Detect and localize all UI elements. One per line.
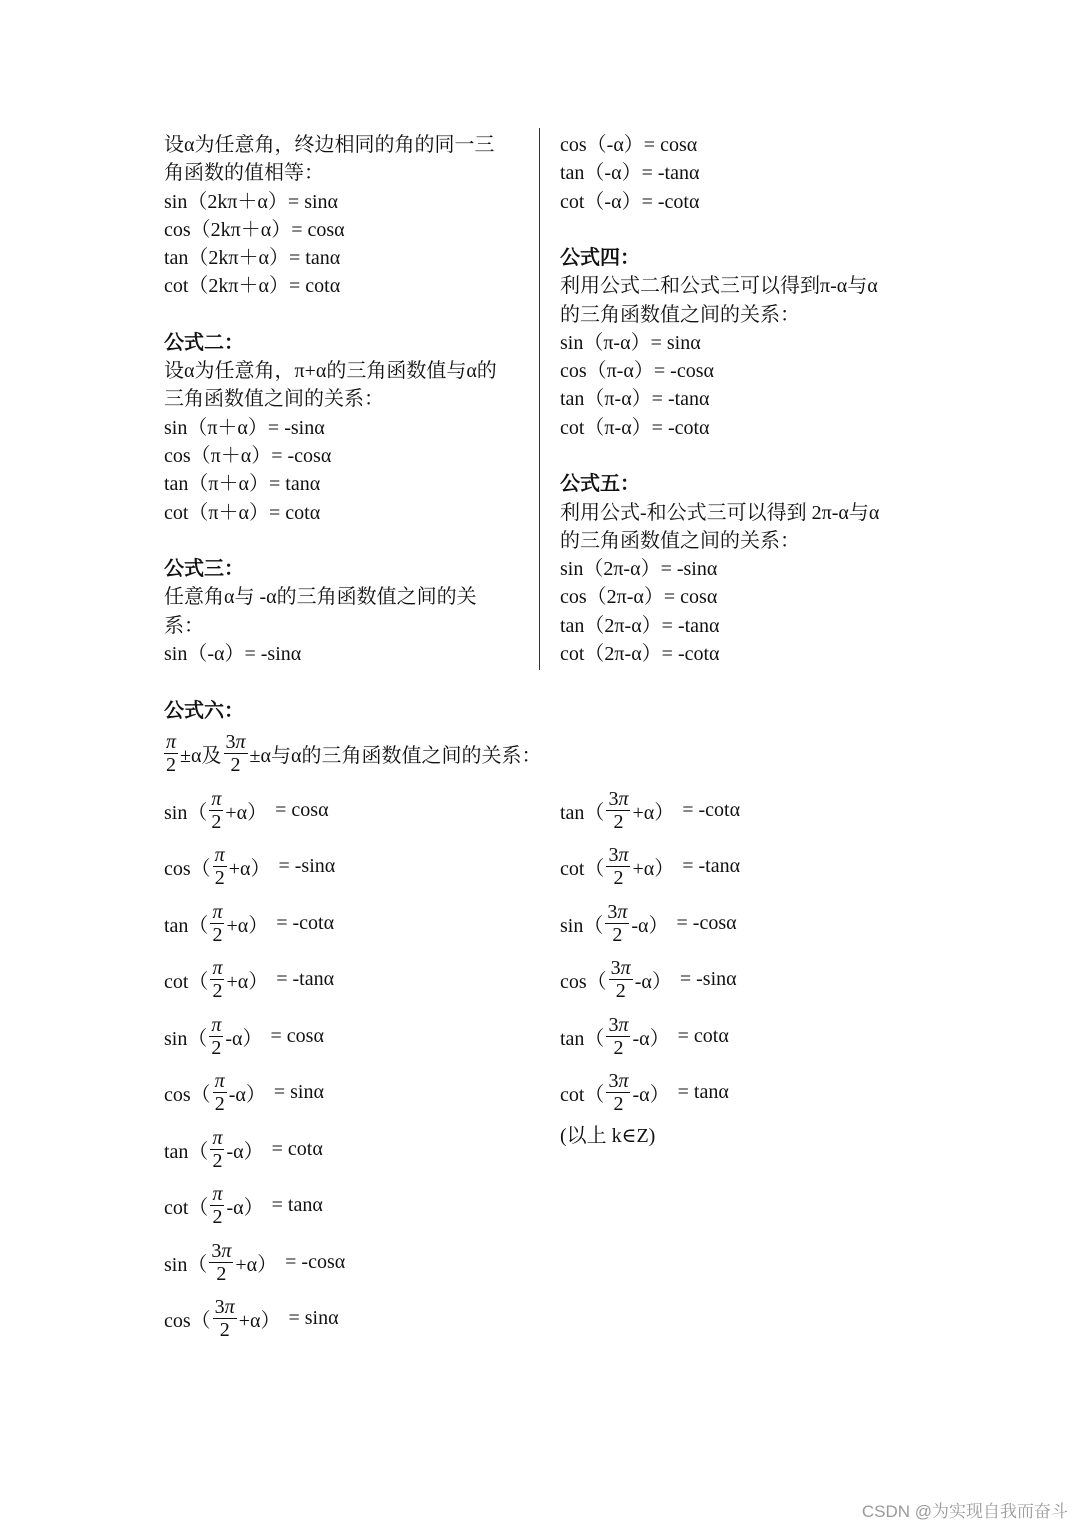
formula-2-tan: tan（π＋α）= tanα — [164, 473, 321, 495]
formula-result: = -tanα — [682, 855, 741, 877]
fraction-numerator — [606, 788, 630, 811]
fraction — [210, 1183, 224, 1228]
fraction — [209, 1240, 233, 1285]
formula-1-cos: cos（2kπ＋α）= cosα — [164, 219, 345, 241]
formula-6-row — [164, 1180, 323, 1232]
formula-6-row — [560, 784, 740, 836]
fraction-coefficient: 3 — [608, 1070, 619, 1092]
formula-6-row — [164, 1236, 345, 1288]
k-in-z-note: (以上 k∈Z) — [560, 1125, 656, 1147]
angle-sign: +α） — [632, 801, 675, 824]
angle-sign: +α） — [226, 914, 269, 937]
fraction — [213, 1296, 237, 1341]
angle-sign: -α） — [226, 1140, 264, 1163]
fraction-denominator: 2 — [613, 810, 624, 833]
formula-result: = cotα — [271, 1137, 323, 1160]
fraction-numerator — [210, 1183, 224, 1206]
fraction-numerator — [224, 731, 248, 754]
fraction-numerator: π — [166, 730, 177, 753]
fraction — [606, 788, 630, 833]
fraction — [605, 901, 629, 946]
fraction-pi: π — [235, 730, 246, 753]
formula-result: = tanα — [677, 1081, 729, 1103]
fraction-pi: π — [212, 1183, 223, 1205]
function-name: cot（ — [164, 971, 209, 993]
formula-6-row — [164, 1067, 324, 1119]
fraction-pi: π — [224, 1296, 235, 1318]
fraction-numerator — [213, 844, 227, 867]
fraction-numerator — [210, 957, 224, 980]
fraction-pi: π — [212, 900, 223, 923]
formula-4-cos: cos（π-α）= -cosα — [560, 360, 714, 382]
formula-4-sin: sin（π-α）= sinα — [560, 332, 701, 354]
fraction — [213, 1070, 227, 1115]
formula-6-row — [164, 1010, 324, 1062]
fraction-pi: π — [617, 900, 628, 923]
formula-result: = cosα — [275, 798, 329, 821]
fraction-pi: π — [618, 1013, 629, 1036]
function-name: sin（ — [164, 1253, 208, 1276]
formula-4-cot: cot（π-α）= -cotα — [560, 417, 710, 439]
fraction-denominator: 2 — [219, 1319, 230, 1341]
formula-5-tan: tan（2π-α）= -tanα — [560, 615, 720, 637]
fraction-pi: π — [212, 1126, 223, 1149]
formula-3-cos: cos（-α）= cosα — [560, 134, 698, 156]
formula-result: = tanα — [271, 1194, 323, 1216]
fraction-pi: π — [212, 957, 223, 979]
fraction-denominator: 2 — [613, 867, 624, 889]
column-divider — [539, 128, 540, 670]
fraction-coefficient: 3 — [610, 957, 621, 979]
fraction-coefficient: 3 — [214, 1296, 225, 1318]
fraction-coefficient: 3 — [608, 844, 619, 866]
formula-result: = -cotα — [682, 798, 741, 821]
fraction-pi: π — [214, 1070, 225, 1092]
formula-6-row — [164, 1123, 323, 1175]
formula-6-row — [164, 784, 329, 836]
function-name: tan（ — [164, 1140, 209, 1163]
fraction-pi-over-2 — [164, 731, 178, 776]
formula-6-row — [560, 1067, 729, 1119]
fraction-denominator: 2 — [212, 1149, 223, 1172]
intro2-line-1: 设α为任意角，π+α的三角函数值与α的 — [164, 360, 497, 382]
intro4-line-1: 利用公式二和公式三可以得到π-α与α — [560, 275, 878, 297]
formula-1-sin: sin（2kπ＋α）= sinα — [164, 191, 339, 213]
formula-result: = -cotα — [276, 911, 335, 934]
formula-5-cos: cos（2π-α）= cosα — [560, 586, 718, 608]
formula-6-row — [164, 841, 335, 893]
intro1-line-1: 设α为任意角，终边相同的角的同一三 — [164, 134, 495, 156]
formula-result: = -sinα — [278, 855, 336, 877]
heading-formula-3: 公式三： — [164, 558, 244, 580]
fraction-denominator: 2 — [230, 753, 241, 776]
function-name: cos（ — [164, 1310, 211, 1332]
fraction-coefficient: 3 — [225, 730, 236, 753]
formula-3-cot: cot（-α）= -cotα — [560, 191, 700, 213]
fraction-denominator: 2 — [613, 1093, 624, 1115]
fraction-coefficient: 3 — [607, 900, 618, 923]
fraction — [606, 1070, 630, 1115]
formula-3-tan: tan（-α）= -tanα — [560, 162, 700, 184]
fraction-denominator: 2 — [212, 1206, 223, 1228]
fraction-pi: π — [211, 787, 222, 810]
formula-result: = -cosα — [285, 1250, 346, 1273]
fraction — [213, 844, 227, 889]
fraction-pi: π — [221, 1239, 232, 1262]
intro2-line-2: 三角函数值之间的关系： — [164, 388, 384, 410]
angle-sign: -α） — [225, 1027, 263, 1050]
formula-6-row — [164, 954, 334, 1006]
intro1-line-2: 角函数的值相等： — [164, 162, 324, 184]
angle-sign: -α） — [631, 914, 669, 937]
fraction — [209, 788, 223, 833]
heading-formula-5: 公式五： — [560, 473, 640, 495]
formula-2-sin: sin（π＋α）= -sinα — [164, 417, 325, 439]
function-name: sin（ — [164, 801, 208, 824]
fraction — [209, 1014, 223, 1059]
formula-result: = sinα — [273, 1081, 324, 1103]
intro-pm-rest: ±α与α的三角函数值之间的关系： — [249, 744, 542, 767]
fraction-pi: π — [618, 787, 629, 810]
fraction-coefficient: 3 — [211, 1239, 222, 1262]
formula-6-intro — [162, 727, 541, 779]
formula-1-cot: cot（2kπ＋α）= cotα — [164, 275, 341, 297]
fraction-denominator: 2 — [211, 810, 222, 833]
formula-1-tan: tan（2kπ＋α）= tanα — [164, 247, 341, 269]
fraction-pi: π — [618, 1070, 629, 1092]
formula-result: = -cosα — [676, 911, 737, 934]
function-name: tan（ — [560, 1027, 605, 1050]
formula-result: = -tanα — [276, 968, 335, 990]
formula-6-row — [164, 897, 334, 949]
angle-sign: +α） — [235, 1253, 278, 1276]
fraction-coefficient: 3 — [608, 1013, 619, 1036]
fraction-numerator — [209, 1240, 233, 1263]
fraction-pi: π — [214, 844, 225, 866]
fraction-denominator: 2 — [166, 753, 177, 776]
formula-6-row — [560, 841, 740, 893]
fraction-numerator — [210, 1127, 224, 1150]
fraction-denominator: 2 — [212, 923, 223, 946]
heading-formula-6: 公式六： — [164, 700, 244, 722]
heading-formula-4: 公式四： — [560, 247, 640, 269]
formula-3-sin: sin（-α）= -sinα — [164, 643, 302, 665]
fraction-3pi-over-2 — [224, 731, 248, 776]
fraction-denominator: 2 — [612, 923, 623, 946]
fraction-numerator — [606, 1014, 630, 1037]
intro3-line-1: 任意角α与 -α的三角函数值之间的关 — [164, 586, 477, 608]
fraction-pi: π — [211, 1013, 222, 1036]
function-name: tan（ — [560, 801, 605, 824]
formula-2-cot: cot（π＋α）= cotα — [164, 502, 321, 524]
function-name: sin（ — [560, 914, 604, 937]
function-name: cot（ — [164, 1197, 209, 1219]
intro4-line-2: 的三角函数值之间的关系： — [560, 304, 800, 326]
formula-result: = cotα — [677, 1024, 729, 1047]
fraction — [606, 1014, 630, 1059]
formula-result: = cosα — [270, 1024, 324, 1047]
fraction — [210, 1127, 224, 1172]
formula-6-row — [560, 954, 737, 1006]
fraction-denominator: 2 — [212, 980, 223, 1002]
fraction-denominator: 2 — [613, 1036, 624, 1059]
fraction-numerator — [213, 1296, 237, 1319]
fraction-denominator: 2 — [615, 980, 626, 1002]
fraction-numerator — [213, 1070, 227, 1093]
angle-sign: -α） — [632, 1084, 670, 1106]
angle-sign: -α） — [634, 971, 672, 993]
fraction-numerator — [210, 901, 224, 924]
fraction-numerator — [606, 844, 630, 867]
angle-sign: +α） — [238, 1310, 281, 1332]
angle-sign: +α） — [632, 858, 675, 880]
fraction-denominator: 2 — [211, 1036, 222, 1059]
fraction-denominator: 2 — [216, 1262, 227, 1285]
fraction-numerator — [609, 957, 633, 980]
angle-sign: -α） — [632, 1027, 670, 1050]
intro3-line-2: 系： — [164, 615, 204, 637]
angle-sign: -α） — [226, 1197, 264, 1219]
formula-5-cot: cot（2π-α）= -cotα — [560, 643, 720, 665]
fraction-pi: π — [620, 957, 631, 979]
angle-sign: +α） — [228, 858, 271, 880]
angle-sign: +α） — [226, 971, 269, 993]
function-name: cos（ — [164, 1084, 211, 1106]
angle-sign: -α） — [228, 1084, 266, 1106]
fraction-numerator — [606, 1070, 630, 1093]
formula-2-cos: cos（π＋α）= -cosα — [164, 445, 332, 467]
fraction-pi: π — [618, 844, 629, 866]
intro-pm-and: ±α及 — [180, 744, 222, 767]
fraction — [210, 901, 224, 946]
formula-4-tan: tan（π-α）= -tanα — [560, 388, 710, 410]
formula-6-row — [560, 1010, 729, 1062]
formula-5-sin: sin（2π-α）= -sinα — [560, 558, 718, 580]
fraction-numerator — [209, 788, 223, 811]
function-name: cos（ — [164, 858, 211, 880]
function-name: tan（ — [164, 914, 209, 937]
fraction — [210, 957, 224, 1002]
function-name: sin（ — [164, 1027, 208, 1050]
formula-result: = sinα — [288, 1307, 339, 1329]
function-name: cot（ — [560, 1084, 605, 1106]
angle-sign: +α） — [225, 801, 268, 824]
function-name: cot（ — [560, 858, 605, 880]
fraction-denominator: 2 — [214, 867, 225, 889]
watermark: CSDN @为实现自我而奋斗 — [861, 1502, 1068, 1521]
function-name: cos（ — [560, 971, 607, 993]
fraction-numerator — [209, 1014, 223, 1037]
intro5-line-1: 利用公式-和公式三可以得到 2π-α与α — [560, 502, 880, 524]
formula-6-row — [560, 897, 737, 949]
heading-formula-2: 公式二： — [164, 332, 244, 354]
formula-6-row — [164, 1293, 339, 1345]
fraction-denominator: 2 — [214, 1093, 225, 1115]
fraction-numerator — [605, 901, 629, 924]
fraction — [609, 957, 633, 1002]
fraction-coefficient: 3 — [608, 787, 619, 810]
intro5-line-2: 的三角函数值之间的关系： — [560, 530, 800, 552]
fraction — [606, 844, 630, 889]
formula-result: = -sinα — [679, 968, 737, 990]
